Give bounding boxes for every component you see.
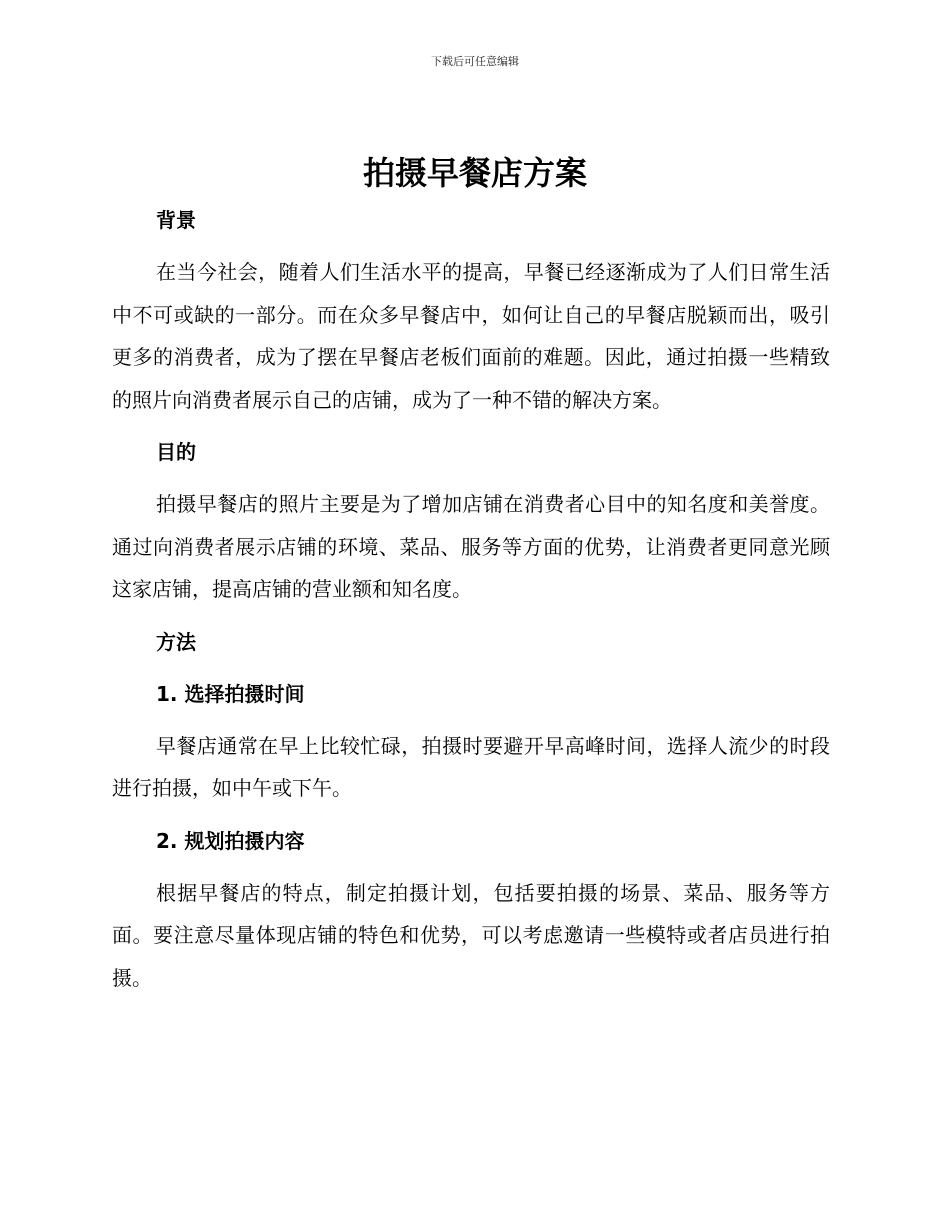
section-heading-method: 方法 [156,629,196,654]
section-paragraph-background: 在当今社会，随着人们生活水平的提高，早餐已经逐渐成为了人们日常生活中不可或缺的一部分。而在众多早餐店中，如何让自己的早餐店脱颖而出，吸引更多的消费者，成为了摆在早餐店老板们面前的难题。因此，通过拍摄一些精致的照片向消费者展示自己的店铺，成为了一种不错的解决方案。 [112,260,830,412]
document-title: 拍摄早餐店方案 [362,154,587,192]
section-heading-choose-time: 1. 选择拍摄时间 [156,681,305,706]
section-heading-background: 背景 [156,208,196,232]
section-heading-plan-content: 2. 规划拍摄内容 [156,828,305,853]
section-heading-purpose: 目的 [156,440,196,464]
section-paragraph-purpose: 拍摄早餐店的照片主要是为了增加店铺在消费者心目中的知名度和美誉度。通过向消费者展示店铺的环境、菜品、服务等方面的优势，让消费者更同意光顾这家店铺，提高店铺的营业额和知名度。 [112,492,830,601]
document-body [112,199,830,999]
page-header-note: 下载后可任意编辑 [431,55,519,68]
section-paragraph-plan-content: 根据早餐店的特点，制定拍摄计划，包括要拍摄的场景、菜品、服务等方面。要注意尽量体现店铺的特色和优势，可以考虑邀请一些模特或者店员进行拍摄。 [112,880,830,990]
section-paragraph-choose-time: 早餐店通常在早上比较忙碌，拍摄时要避开早高峰时间，选择人流少的时段进行拍摄，如中午或下午。 [112,733,830,800]
